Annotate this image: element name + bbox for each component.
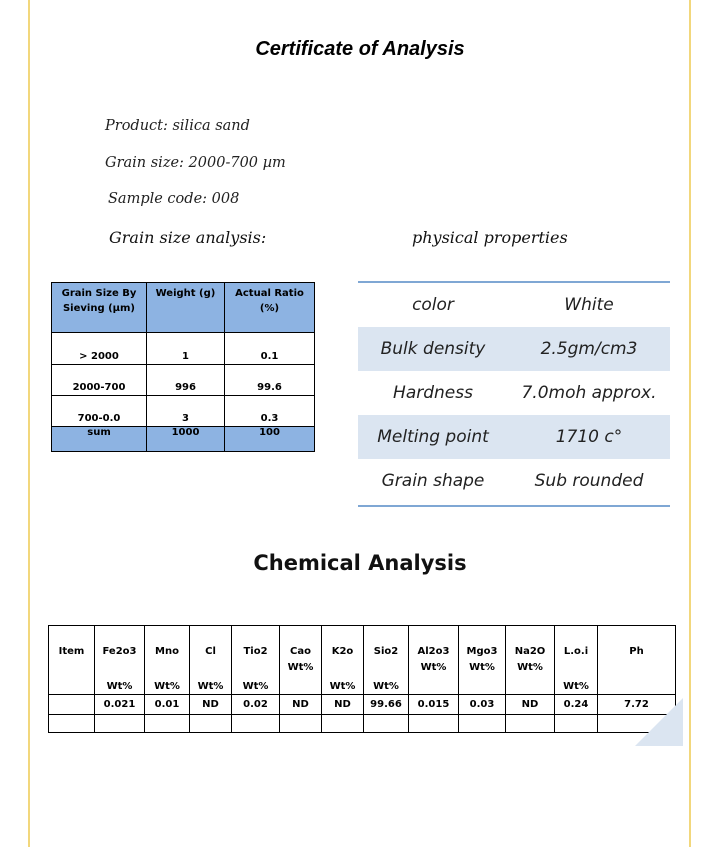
chem-header-cell xyxy=(95,626,145,695)
chem-column-unit: Wt% xyxy=(420,662,447,673)
chem-column-unit: Wt% xyxy=(106,681,133,692)
left-margin-rule xyxy=(28,0,30,847)
chemical-analysis-title: Chemical Analysis xyxy=(253,551,467,575)
chem-column-unit: Wt% xyxy=(329,681,356,692)
chem-column-unit: Wt% xyxy=(373,681,399,692)
chem-column-name: Na2O xyxy=(514,646,546,657)
chem-value-cell: ND xyxy=(322,695,364,715)
chem-header-cell xyxy=(364,626,409,695)
chem-blank-cell xyxy=(322,715,364,733)
chem-column-name: Fe2o3 xyxy=(102,646,137,657)
chem-blank-cell xyxy=(232,715,280,733)
right-margin-rule xyxy=(689,0,691,847)
chem-column-unit: Wt% xyxy=(287,662,314,673)
grain-header-weight: Weight (g) xyxy=(147,283,225,333)
physical-properties-table xyxy=(358,281,670,507)
chem-value-cell: 0.02 xyxy=(232,695,280,715)
grain-analysis-heading: Grain size analysis: xyxy=(109,228,267,247)
chem-value-cell: 99.66 xyxy=(364,695,409,715)
chem-column-name: Al2o3 xyxy=(417,646,450,657)
chem-blank-cell xyxy=(409,715,459,733)
corner-decoration xyxy=(635,698,683,746)
table-cell: 3 xyxy=(147,396,225,427)
grain-header-size: Grain Size By Sieving (µm) xyxy=(52,283,147,333)
table-cell: 700-0.0 xyxy=(52,396,147,427)
chem-value-cell: 0.03 xyxy=(459,695,506,715)
chem-header-cell xyxy=(459,626,506,695)
physical-properties-heading: physical properties xyxy=(412,228,568,247)
property-name: Grain shape xyxy=(381,471,485,491)
chem-header-cell xyxy=(145,626,190,695)
chem-blank-row xyxy=(49,715,676,733)
chem-header-cell xyxy=(232,626,280,695)
table-cell: > 2000 xyxy=(52,333,147,365)
chem-header-cell xyxy=(49,626,95,695)
property-name: color xyxy=(412,295,454,315)
property-row-melting-point xyxy=(358,415,670,459)
sum-ratio: 100 xyxy=(225,427,315,452)
chem-blank-cell xyxy=(280,715,322,733)
property-row-color xyxy=(358,283,670,327)
chem-column-name: Sio2 xyxy=(373,646,399,657)
chem-header-cell xyxy=(506,626,555,695)
table-cell: 99.6 xyxy=(225,365,315,396)
chem-column-unit: Wt% xyxy=(197,681,224,692)
chem-blank-cell xyxy=(49,715,95,733)
chem-value-cell: ND xyxy=(190,695,232,715)
property-value: Sub rounded xyxy=(534,471,644,491)
chem-header-cell xyxy=(280,626,322,695)
chemical-analysis-table xyxy=(48,625,676,733)
chem-blank-cell xyxy=(145,715,190,733)
chem-column-unit: Wt% xyxy=(469,662,495,673)
chem-blank-cell xyxy=(95,715,145,733)
grain-header-ratio: Actual Ratio (%) xyxy=(225,283,315,333)
property-value: White xyxy=(564,295,614,315)
property-name: Hardness xyxy=(393,383,473,403)
grain-size-line: Grain size: 2000-700 µm xyxy=(105,155,286,171)
chem-column-unit: Wt% xyxy=(154,681,180,692)
product-line: Product: silica sand xyxy=(105,118,250,134)
chem-header-cell xyxy=(322,626,364,695)
chem-column-name: Cao xyxy=(290,646,311,657)
chem-value-cell: 0.015 xyxy=(409,695,459,715)
property-row-grain-shape xyxy=(358,459,670,503)
property-value: 2.5gm/cm3 xyxy=(540,339,638,359)
chem-header-row xyxy=(49,626,676,695)
chem-column-unit: Wt% xyxy=(517,662,543,673)
chem-column-name: Mgo3 xyxy=(466,646,498,657)
chem-value-cell: 0.021 xyxy=(95,695,145,715)
sum-row xyxy=(52,427,315,452)
property-value: 1710 c° xyxy=(555,427,623,447)
chem-column-name: K2o xyxy=(331,646,354,657)
table-row xyxy=(52,333,315,365)
property-row-hardness xyxy=(358,371,670,415)
chem-value-cell: ND xyxy=(280,695,322,715)
chem-column-name: Mno xyxy=(155,646,179,657)
chem-header-cell xyxy=(190,626,232,695)
chem-header-cell xyxy=(598,626,676,695)
property-row-bulk-density xyxy=(358,327,670,371)
chem-header-cell xyxy=(555,626,598,695)
certificate-title: Certificate of Analysis xyxy=(255,38,465,60)
grain-size-table xyxy=(51,282,315,452)
table-cell: 1 xyxy=(147,333,225,365)
table-cell: 0.1 xyxy=(225,333,315,365)
property-value: 7.0moh approx. xyxy=(521,383,657,403)
chem-values-row xyxy=(49,695,676,715)
chem-blank-cell xyxy=(190,715,232,733)
chem-header-cell xyxy=(409,626,459,695)
property-name: Melting point xyxy=(377,427,489,447)
chem-column-name: Cl xyxy=(205,646,216,657)
table-row xyxy=(52,396,315,427)
table-cell: 0.3 xyxy=(225,396,315,427)
chem-blank-cell xyxy=(555,715,598,733)
table-cell: 996 xyxy=(147,365,225,396)
property-name: Bulk density xyxy=(380,339,486,359)
chem-value-cell xyxy=(49,695,95,715)
chem-column-name: Item xyxy=(58,646,85,657)
sum-label: sum xyxy=(52,427,147,452)
chem-column-unit: Wt% xyxy=(242,681,269,692)
chem-value-cell: 7.72 xyxy=(598,695,676,715)
sample-code-line: Sample code: 008 xyxy=(108,191,240,207)
chem-value-cell: ND xyxy=(506,695,555,715)
table-cell: 2000-700 xyxy=(52,365,147,396)
chem-column-name: Ph xyxy=(629,646,644,657)
chem-column-name: L.o.i xyxy=(563,646,589,657)
chem-column-unit: Wt% xyxy=(563,681,589,692)
chem-value-cell: 0.01 xyxy=(145,695,190,715)
chem-value-cell: 0.24 xyxy=(555,695,598,715)
sum-weight: 1000 xyxy=(147,427,225,452)
chem-blank-cell xyxy=(459,715,506,733)
table-bottom-rule xyxy=(358,505,670,507)
chem-blank-cell xyxy=(364,715,409,733)
chem-blank-cell xyxy=(506,715,555,733)
table-row xyxy=(52,365,315,396)
chem-column-name: Tio2 xyxy=(243,646,268,657)
